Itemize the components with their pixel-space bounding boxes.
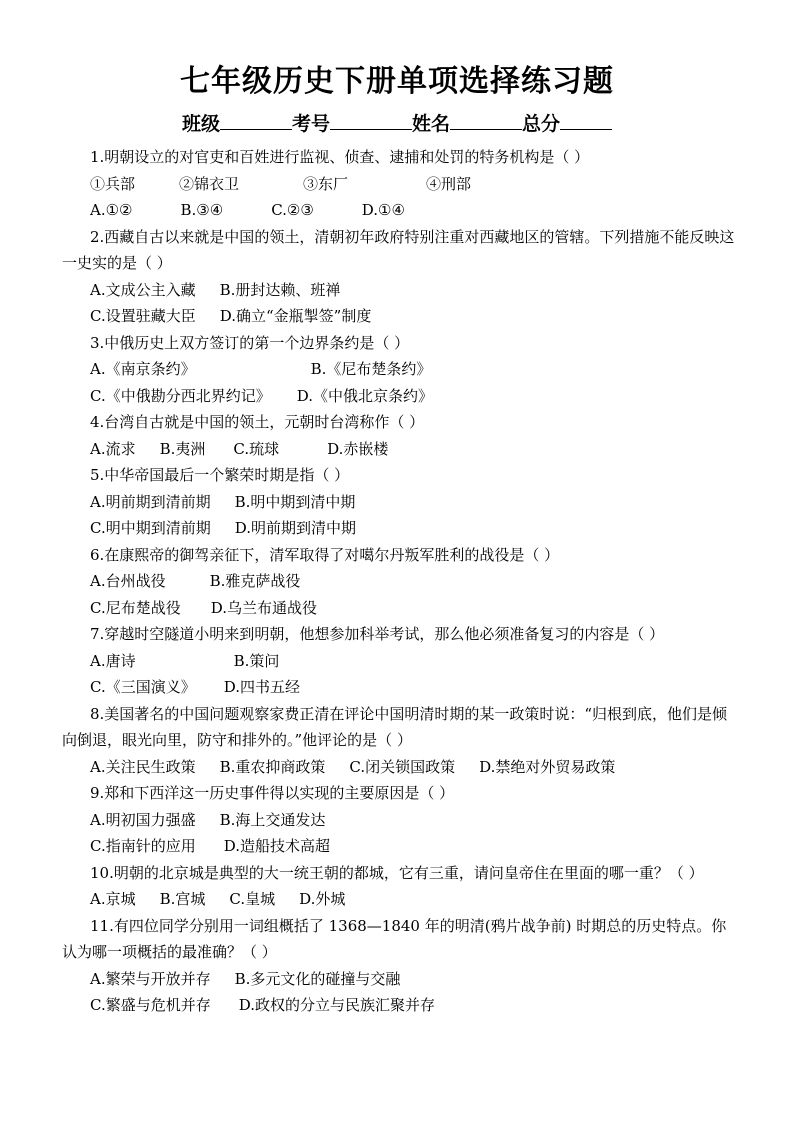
answer-option[interactable]: A.流求	[90, 439, 136, 458]
answer-option[interactable]: B.明中期到清中期	[234, 492, 356, 511]
question-stem: 10.明朝的北京城是典型的大一统王朝的都城，它有三重，请问皇帝住在里面的哪一重？（ ）	[90, 863, 704, 882]
answer-option[interactable]: A.关注民生政策	[90, 757, 196, 776]
answer-option[interactable]: B.册封达赖、班禅	[219, 280, 341, 299]
answer-option[interactable]: B.策问	[233, 651, 280, 670]
option-row	[62, 515, 738, 542]
name-label: 姓名	[412, 113, 451, 135]
question-5	[62, 462, 738, 542]
answer-option[interactable]: A.台州战役	[90, 572, 166, 590]
answer-option[interactable]: ③东厂	[303, 174, 349, 193]
option-row	[62, 277, 738, 304]
question-11	[62, 913, 738, 1019]
option-row	[62, 886, 738, 913]
question-stem: 5.中华帝国最后一个繁荣时期是指（ ）	[90, 466, 350, 484]
answer-option[interactable]: D.禁绝对外贸易政策	[479, 757, 616, 776]
question-8	[62, 701, 738, 781]
answer-option[interactable]: A.繁荣与开放并存	[90, 969, 211, 988]
question-9	[62, 780, 738, 860]
question-list	[62, 144, 738, 1019]
answer-option[interactable]: A.京城	[90, 890, 136, 908]
answer-option[interactable]: C.皇城	[229, 890, 276, 908]
answer-option[interactable]: B.③④	[180, 201, 224, 219]
question-stem: 7.穿越时空隧道小明来到明朝，他想参加科举考试，那么他必须准备复习的内容是（ ）	[90, 625, 665, 643]
student-info-line	[0, 111, 794, 137]
answer-option[interactable]: D.乌兰布通战役	[210, 598, 317, 617]
answer-option[interactable]: B.海上交通发达	[219, 810, 326, 829]
answer-option[interactable]: A.明初国力强盛	[90, 810, 196, 829]
answer-option[interactable]: B.雅克萨战役	[209, 572, 301, 590]
exam-no-label: 考号	[291, 113, 330, 135]
answer-option[interactable]: B.《尼布楚条约》	[310, 360, 432, 378]
question-1	[62, 144, 738, 224]
question-stem: 2.西藏自古以来就是中国的领土，清朝初年政府特别注重对西藏地区的管辖。下列措施不能反映这一史实的是（ ）	[62, 227, 735, 272]
question-3	[62, 330, 738, 410]
answer-option[interactable]: D.《中俄北京条约》	[296, 386, 433, 405]
answer-option[interactable]: D.赤嵌楼	[327, 439, 389, 458]
option-row	[62, 648, 738, 675]
answer-option[interactable]: D.外城	[299, 890, 346, 908]
score-label: 总分	[522, 113, 561, 135]
answer-option[interactable]: D.四书五经	[223, 678, 300, 696]
exam-no-blank[interactable]	[330, 111, 412, 130]
class-blank[interactable]	[220, 111, 292, 130]
answer-option[interactable]: C.尼布楚战役	[90, 598, 181, 617]
question-stem: 9.郑和下西洋这一历史事件得以实现的主要原因是（ ）	[90, 784, 455, 802]
option-row	[62, 754, 738, 781]
answer-option[interactable]: D.①④	[361, 201, 405, 219]
question-stem: 4.台湾自古就是中国的领土，元朝时台湾称作（ ）	[90, 413, 425, 431]
option-row	[62, 992, 738, 1019]
option-row	[62, 303, 738, 330]
answer-option[interactable]: D.明前期到清中期	[234, 519, 356, 537]
answer-option[interactable]: A.《南京条约》	[90, 360, 196, 378]
answer-option[interactable]: C.明中期到清前期	[90, 519, 211, 537]
question-4	[62, 409, 738, 462]
option-row	[62, 568, 738, 595]
answer-option[interactable]: C.设置驻藏大臣	[90, 307, 196, 325]
option-row	[62, 674, 738, 701]
answer-option[interactable]: C.②③	[271, 201, 314, 219]
option-row	[62, 833, 738, 860]
name-blank[interactable]	[450, 111, 522, 130]
option-row	[62, 383, 738, 410]
question-10	[62, 860, 738, 913]
answer-option[interactable]: C.指南针的应用	[90, 837, 196, 855]
answer-option[interactable]: D.政权的分立与民族汇聚并存	[238, 996, 435, 1014]
answer-option[interactable]: C.闭关锁国政策	[349, 757, 456, 776]
question-stem: 8.美国著名的中国问题观察家费正清在评论中国明清时期的某一政策时说：“归根到底，他们是倾向倒退，眼光向里，防守和排外的。”他评论的是（ ）	[62, 704, 727, 749]
answer-option[interactable]: C.《三国演义》	[90, 678, 196, 696]
answer-option[interactable]: D.造船技术高超	[223, 837, 330, 855]
question-2	[62, 224, 738, 330]
question-stem: 11.有四位同学分别用一词组概括了 1368—1840 年的明清(鸦片战争前) 时期总的历史特点。你认为哪一项概括的最准确？（ ）	[62, 916, 727, 961]
answer-option[interactable]: A.文成公主入藏	[90, 280, 196, 299]
answer-option[interactable]: ①兵部	[90, 174, 136, 193]
question-7	[62, 621, 738, 701]
option-row	[62, 595, 738, 622]
answer-option[interactable]: C.《中俄勘分西北界约记》	[90, 386, 271, 405]
question-6	[62, 542, 738, 622]
option-row	[62, 966, 738, 993]
answer-option[interactable]: D.确立“金瓶掣签”制度	[219, 307, 372, 325]
question-stem: 6.在康熙帝的御驾亲征下，清军取得了对噶尔丹叛军胜利的战役是（ ）	[90, 545, 560, 564]
page-title: 七年级历史下册单项选择练习题	[180, 64, 614, 99]
answer-option[interactable]: ④刑部	[426, 174, 472, 193]
answer-option[interactable]: A.①②	[90, 201, 133, 219]
answer-option[interactable]: A.唐诗	[90, 651, 136, 670]
answer-option[interactable]: ②锦衣卫	[179, 174, 240, 193]
option-row	[62, 807, 738, 834]
answer-option[interactable]: B.宫城	[159, 890, 206, 908]
option-row	[62, 356, 738, 383]
answer-option[interactable]: A.明前期到清前期	[90, 492, 211, 511]
option-row	[62, 197, 738, 224]
option-row	[62, 489, 738, 516]
answer-option[interactable]: B.夷洲	[159, 439, 206, 458]
score-blank[interactable]	[560, 111, 612, 130]
question-stem: 3.中俄历史上双方签订的第一个边界条约是（ ）	[90, 333, 410, 352]
answer-option[interactable]: B.重农抑商政策	[219, 757, 326, 776]
option-row	[62, 171, 738, 198]
question-stem: 1.明朝设立的对官吏和百姓进行监视、侦查、逮捕和处罚的特务机构是（ ）	[90, 148, 590, 166]
class-label: 班级	[181, 113, 220, 135]
answer-option[interactable]: C.琉球	[233, 439, 280, 458]
option-row	[62, 436, 738, 463]
answer-option[interactable]: B.多元文化的碰撞与交融	[234, 969, 401, 988]
answer-option[interactable]: C.繁盛与危机并存	[90, 996, 211, 1014]
